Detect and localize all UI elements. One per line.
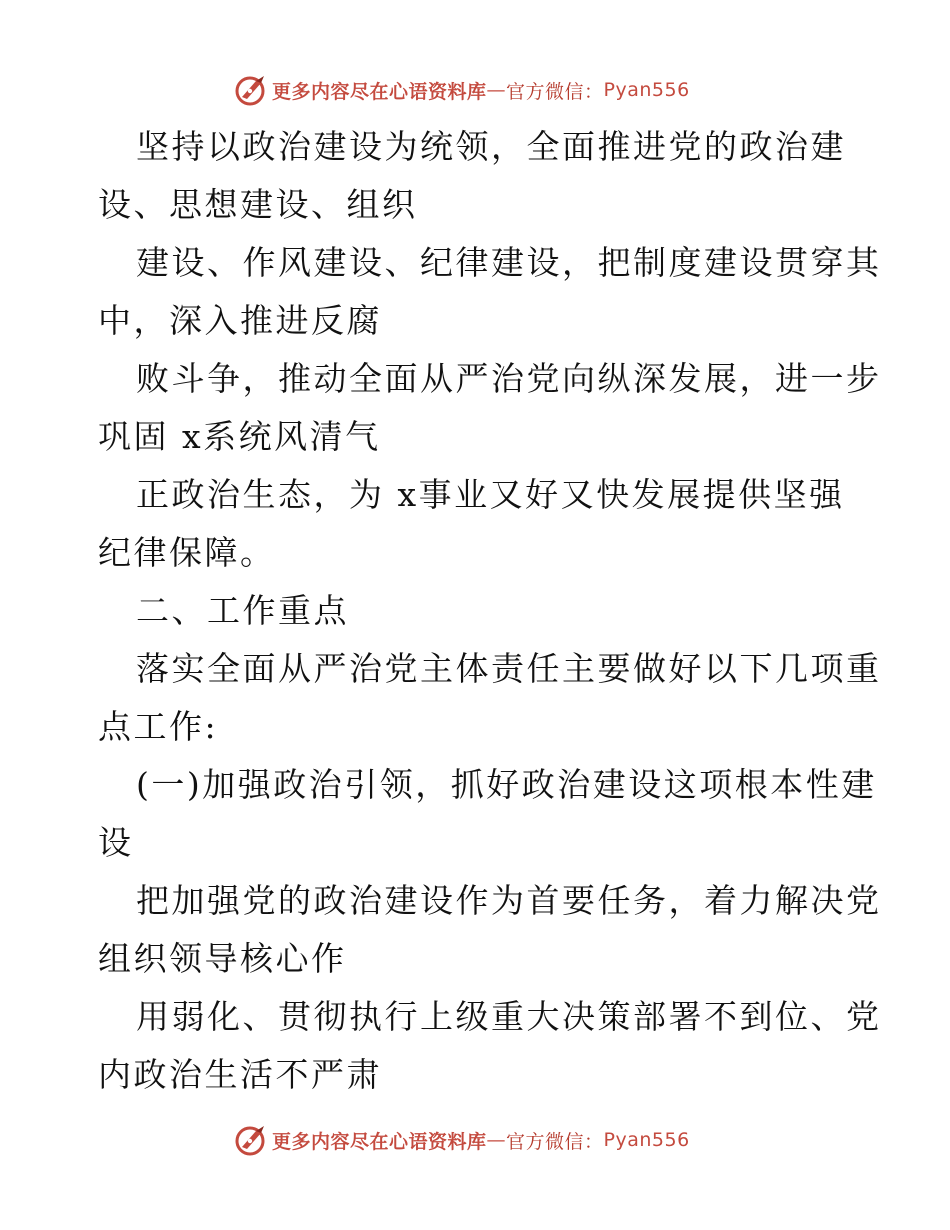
text-line: 坚持以政治建设为统领，全面推进党的政治建 [136, 127, 846, 166]
watermark-dash: — [486, 79, 507, 101]
header-watermark [234, 70, 690, 110]
text-line: 纪律保障。 [98, 533, 276, 572]
text-line: 设、思想建设、组织 [98, 185, 418, 224]
text-line: 组织领导核心作 [98, 939, 347, 978]
text-line: 败斗争，推动全面从严治党向纵深发展，进一步 [136, 359, 882, 398]
text-line: 中，深入推进反腐 [98, 301, 382, 340]
text-line: 内政治生活不严肃 [98, 1055, 382, 1094]
watermark-label: 官方微信： [506, 80, 604, 103]
text-line: 巩固 x系统风清气 [98, 417, 381, 456]
watermark-label: 官方微信： [506, 1130, 604, 1153]
watermark-main-text: 更多内容尽在心语资料库 [272, 1130, 487, 1153]
watermark-dash: — [486, 1129, 507, 1151]
text-line: 正政治生态，为 x事业又好又快发展提供坚强 [136, 475, 845, 514]
text-line: 设 [98, 823, 134, 862]
text-line: 把加强党的政治建设作为首要任务，着力解决党 [136, 881, 882, 920]
watermark-id: Pyan556 [603, 1129, 690, 1151]
section-heading: 二、工作重点 [136, 591, 349, 630]
footer-watermark [234, 1120, 690, 1160]
pen-nib-circle-logo-icon [234, 73, 268, 107]
text-line: 建设、作风建设、纪律建设，把制度建设贯穿其 [136, 243, 882, 282]
subsection-heading: (一)加强政治引领，抓好政治建设这项根本性建 [136, 765, 877, 804]
watermark-main-text: 更多内容尽在心语资料库 [272, 80, 487, 103]
pen-nib-circle-logo-icon [234, 1123, 268, 1157]
text-line: 用弱化、贯彻执行上级重大决策部署不到位、党 [136, 997, 882, 1036]
text-line: 落实全面从严治党主体责任主要做好以下几项重 [136, 649, 882, 688]
document-body [98, 118, 882, 1104]
watermark-id: Pyan556 [603, 79, 690, 101]
text-line: 点工作: [98, 707, 219, 746]
